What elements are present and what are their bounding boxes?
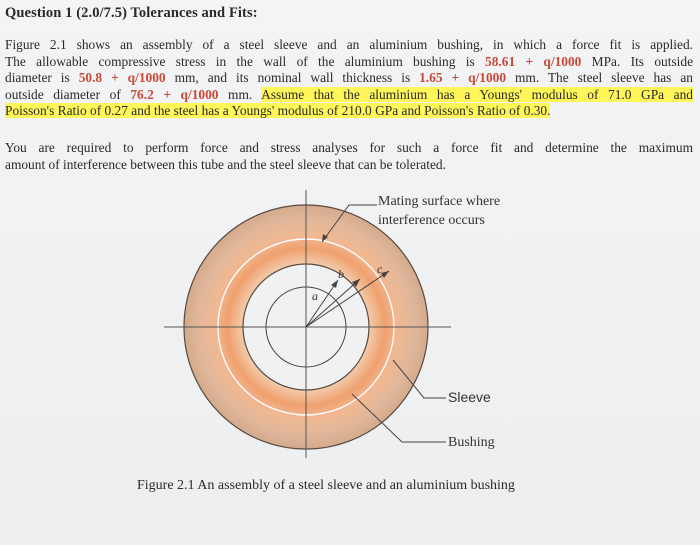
mating-label-line2: interference occurs [378, 213, 485, 228]
paragraph-line: diameter is 50.8 + q/1000 mm, and its nominal wall thickness is 1.65 + q/1000 mm. The steel sleeve has an [5, 70, 693, 85]
stress-value: 58.61 + q/1000 [485, 53, 582, 69]
paragraph-line: outside diameter of 76.2 + q/1000 mm. Assume that the aluminium has a Youngs' modulus of 71.0 GPa and [5, 86, 693, 102]
radius-b-label: b [338, 267, 344, 281]
sleeve-label: Sleeve [448, 389, 491, 405]
thickness-value: 1.65 + q/1000 [419, 70, 507, 85]
paragraph-line: You are required to perform force and stress analyses for such a force fit and determine the maximum [5, 140, 693, 155]
bushing-label: Bushing [448, 435, 495, 450]
radius-a-label: a [312, 289, 318, 303]
highlighted-text: Poisson's Ratio of 0.27 and the steel has a Youngs' modulus of 210.0 GPa and Poisson's Ratio of 0.30. [5, 103, 551, 118]
paragraph-line: amount of interference between this tube and the steel sleeve that can be tolerated. [5, 156, 446, 172]
sleeve-diameter-value: 76.2 + q/1000 [130, 86, 219, 102]
mating-label-line1: Mating surface where [378, 194, 501, 209]
question-title: Question 1 (2.0/7.5) Tolerances and Fits: [5, 5, 258, 21]
figure-caption: Figure 2.1 An assembly of a steel sleeve and an aluminium bushing [137, 478, 515, 493]
highlighted-text: Assume that the aluminium has a Youngs' modulus of 71.0 GPa and [261, 86, 693, 102]
diameter-value: 50.8 + q/1000 [78, 70, 166, 85]
paragraph-line: The allowable compressive stress in the wall of the aluminium bushing is 58.61 + q/1000 MPa. Its outside [5, 53, 694, 69]
radius-c-label: c [377, 262, 383, 276]
paragraph-line: Figure 2.1 shows an assembly of a steel sleeve and an aluminium bushing, in which a force fit is applied. [5, 37, 693, 52]
